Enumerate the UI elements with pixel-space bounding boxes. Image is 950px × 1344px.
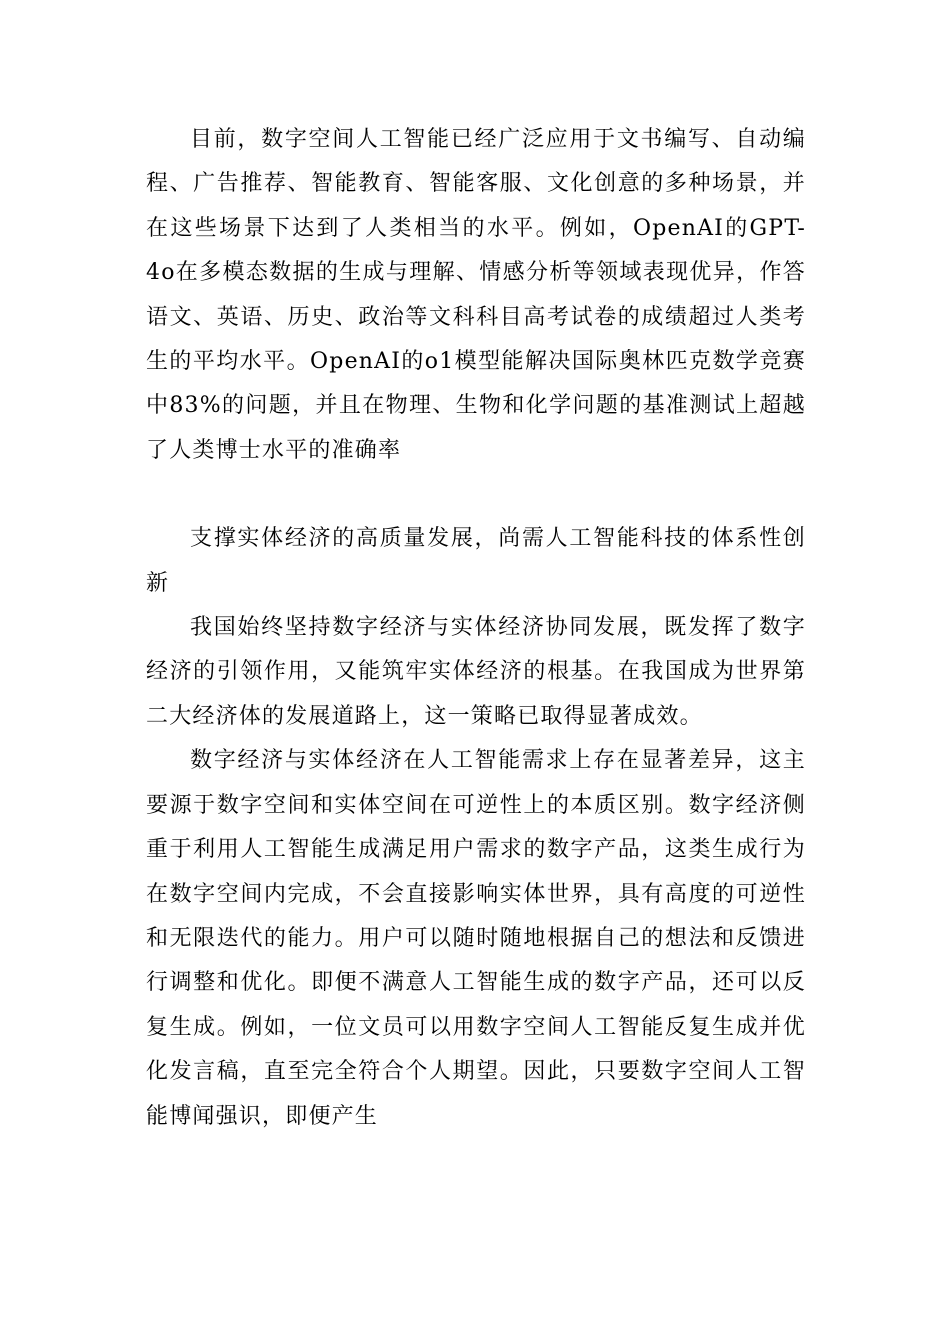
section-spacer [146,473,806,517]
section-heading: 支撑实体经济的高质量发展，尚需人工智能科技的体系性创新 [146,526,806,596]
paragraph-difference: 数字经济与实体经济在人工智能需求上存在显著差异，这主要源于数字空间和实体空间在可逆性上的本质区别。数字经济侧重于利用人工智能生成满足用户需求的数字产品，这类生成行为在数字空间内完成，不会直接影响实体世界，具有高度的可逆性和无限迭代的能力。用户可以随时随地根据自己的想法和反馈进行调整和优化。即便不满意人工智能生成的数字产品，还可以反复生成。例如，一位文员可以用数字空间人工智能反复生成并优化发言稿，直至完全符合个人期望。因此，只要数字空间人工智能博闻强识，即便产生 [146,748,806,1129]
paragraph-intro: 目前，数字空间人工智能已经广泛应用于文书编写、自动编程、广告推荐、智能教育、智能客服、文化创意的多种场景，并在这些场景下达到了人类相当的水平。例如，OpenAI的GPT-4o在多模态数据的生成与理解、情感分析等领域表现优异，作答语文、英语、历史、政治等文科科目高考试卷的成绩超过人类考生的平均水平。OpenAI的o1模型能解决国际奥林匹克数学竞赛中83%的问题，并且在物理、生物和化学问题的基准测试上超越了人类博士水平的准确率 [146,127,806,463]
document-page [146,118,806,1139]
paragraph-strategy: 我国始终坚持数字经济与实体经济协同发展，既发挥了数字经济的引领作用，又能筑牢实体经济的根基。在我国成为世界第二大经济体的发展道路上，这一策略已取得显著成效。 [146,615,806,729]
